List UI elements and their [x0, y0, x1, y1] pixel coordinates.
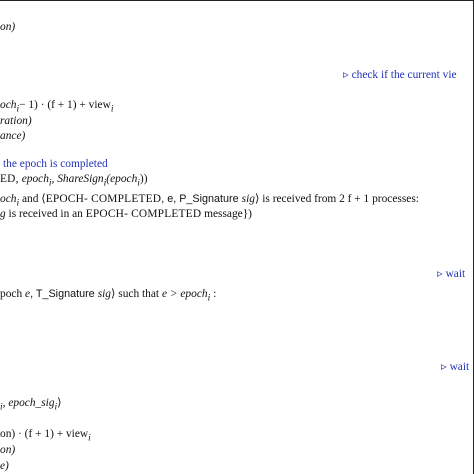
algo-line-11: on): [0, 444, 16, 456]
algo-line-12: e): [0, 460, 9, 472]
comment-check-view: ▹ check if the current vie: [343, 69, 457, 81]
algo-line-7: g is received in an EPOCH- COMPLETED message}): [0, 208, 252, 220]
algo-line-10: on) · (f + 1) + view$_i$: [0, 428, 91, 444]
algo-line-6: och$_i$ and ⟨EPOCH- COMPLETED, e, P_Signature sig⟩ is received from 2 f + 1 processes:: [0, 193, 419, 209]
algo-line-4: ance): [0, 130, 26, 142]
algo-line-1: on): [0, 21, 16, 33]
algo-line-2: och$_i$− 1) · (f + 1) + view$_i$: [0, 99, 114, 115]
comment-epoch-completed: the epoch is completed: [3, 158, 108, 170]
algo-line-8: poch e, T_Signature sig⟩ such that e > epoch$_i$ :: [0, 288, 217, 304]
algo-line-9: $_i$, epoch_sig$_i$⟩: [0, 397, 62, 413]
comment-wait-1: ▹ wait: [437, 268, 466, 280]
algo-line-5: ED, epoch$_i$, ShareSign$_i$(epoch$_i$)): [0, 173, 148, 189]
comment-wait-2: ▹ wait: [441, 361, 470, 373]
algo-line-3: ration): [0, 115, 32, 127]
